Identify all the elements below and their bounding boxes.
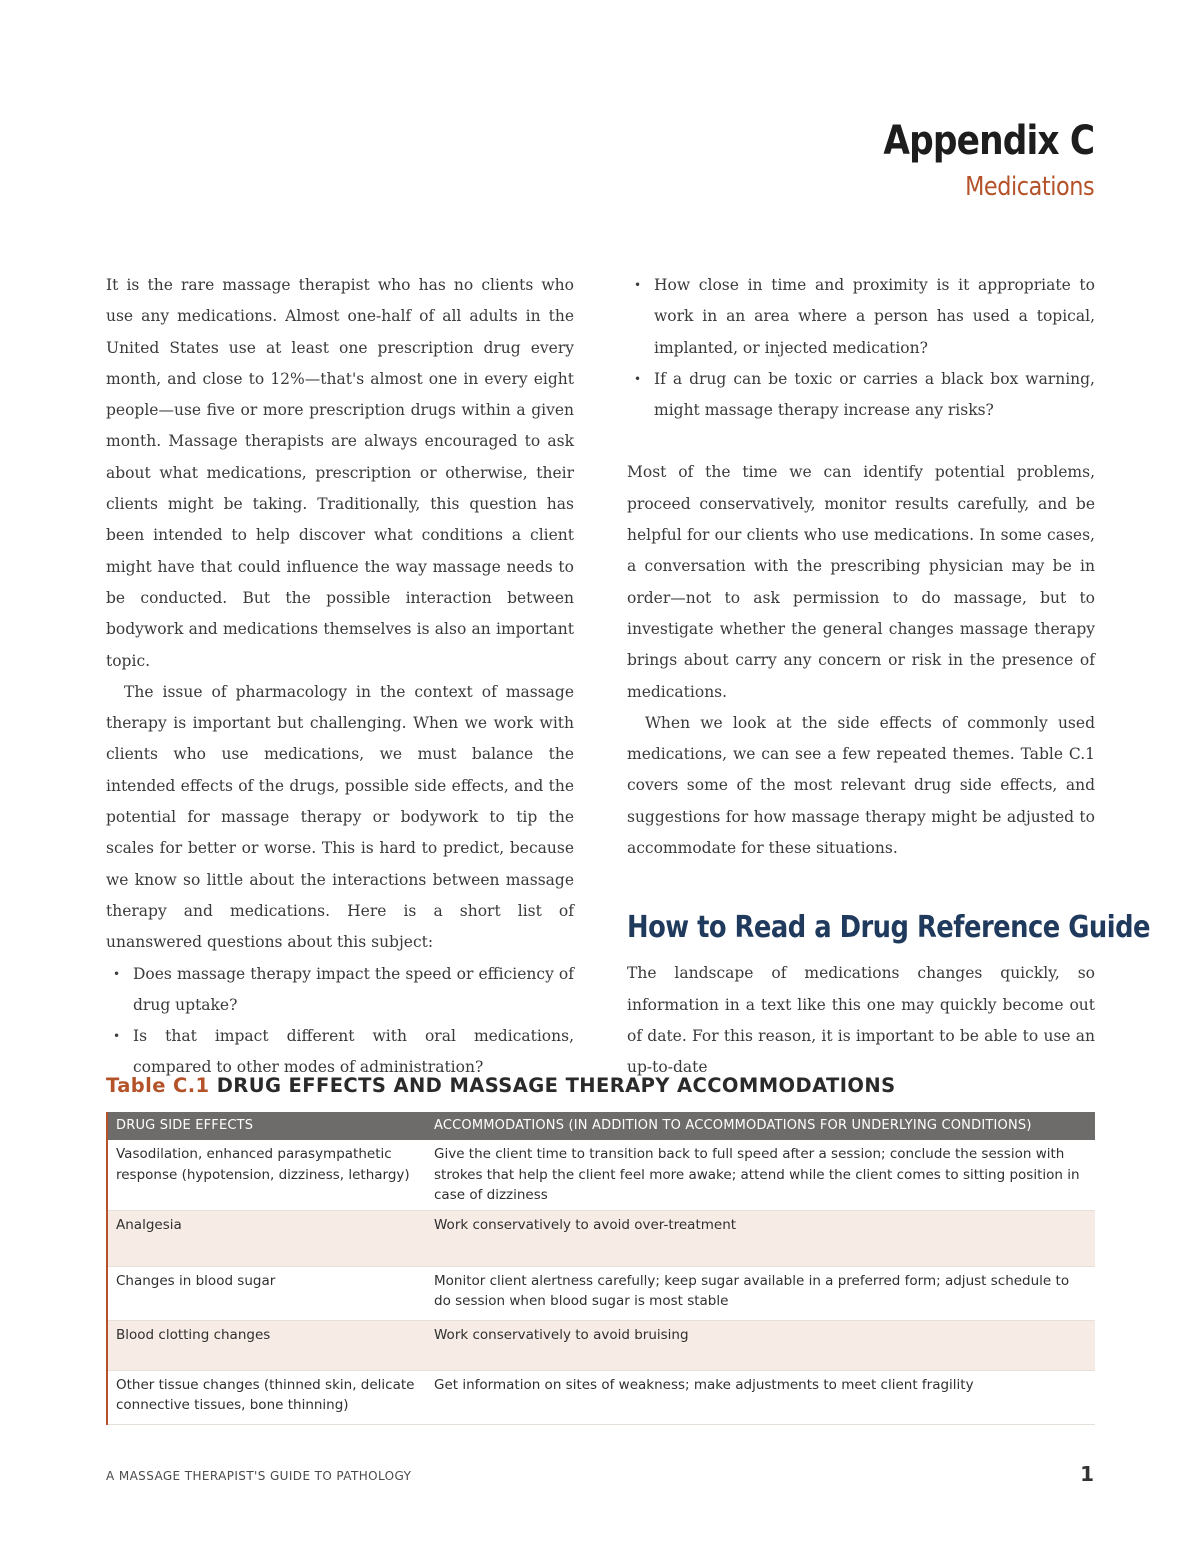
list-item: • If a drug can be toxic or carries a black box warning, might massage therapy increase any risks? (627, 364, 1095, 427)
table-cell: Give the client time to transition back to full speed after a session; conclude the session with strokes that help the client feel more awake; attend while the client comes to sitting position in case of dizziness (426, 1140, 1095, 1210)
page-number: 1 (1080, 1462, 1094, 1486)
table-cell: Analgesia (107, 1210, 426, 1266)
list-item: • How close in time and proximity is it appropriate to work in an area where a person has used a topical, implanted, or injected medication? (627, 270, 1095, 364)
questions-list-left (106, 959, 574, 1084)
table-row (107, 1370, 1095, 1424)
side-effects-paragraph: When we look at the side effects of commonly used medications, we can see a few repeated themes. Table C.1 covers some of the most relevant drug side effects, and suggestions for how massage therapy might be adjusted to accommodate for these situations. (627, 713, 1095, 858)
table-cell: Vasodilation, enhanced parasympathetic response (hypotension, dizziness, lethargy) (107, 1140, 426, 1210)
table-cell: Work conservatively to avoid bruising (426, 1320, 1095, 1370)
section-heading: How to Read a Drug Reference Guide (627, 910, 1151, 946)
intro-paragraph: It is the rare massage therapist who has no clients who use any medications. Almost one-half of all adults in the United States use at least one prescription drug every month, and close to 12%—that's almost one in every eight people—use five or more prescription drugs within a given month. Massage therapists are always encouraged to ask about what medications, prescription or otherwise, their clients might be taking. Traditionally, this question has been intended to help discover what conditions a client might have that could influence the way massage needs to be conducted. But the possible interaction between bodywork and medications themselves is also an important topic. (106, 276, 574, 670)
drug-effects-table (106, 1112, 1095, 1425)
table-cell: Get information on sites of weakness; make adjustments to meet client fragility (426, 1370, 1095, 1424)
table-header-row (107, 1112, 1095, 1140)
page-subtitle: Medications (964, 172, 1094, 202)
landscape-paragraph: The landscape of medications changes quickly, so information in a text like this one may quickly become out of date. For this reason, it is important to be able to use an up-to-date (627, 964, 1095, 1077)
page-title: Appendix C (883, 118, 1094, 164)
table-cell: Monitor client alertness carefully; keep sugar available in a preferred form; adjust schedule to do session when blood sugar is most stable (426, 1266, 1095, 1320)
table-cell: Blood clotting changes (107, 1320, 426, 1370)
footer-book-title: A MASSAGE THERAPIST'S GUIDE TO PATHOLOGY (106, 1469, 412, 1483)
table-label: Table C.1 (106, 1074, 210, 1097)
right-column (627, 270, 1151, 1084)
table-row (107, 1320, 1095, 1370)
left-column (106, 270, 574, 1084)
questions-list-right (627, 270, 1095, 426)
page-header (849, 118, 1094, 202)
list-item: • Does massage therapy impact the speed or efficiency of drug uptake? (106, 959, 574, 1022)
conservative-paragraph: Most of the time we can identify potential problems, proceed conservatively, monitor results carefully, and be helpful for our clients who use medications. In some cases, a conversation with the prescribing physician may be in order—not to ask permission to do massage, but to investigate whether the general changes massage therapy brings about carry any concern or risk in the presence of medications. (627, 463, 1095, 701)
table-row (107, 1140, 1095, 1210)
pharmacology-paragraph: The issue of pharmacology in the context of massage therapy is important but challenging. When we work with clients who use medications, we must balance the intended effects of the drugs, possible side effects, and the potential for massage therapy or bodywork to tip the scales for better or worse. This is hard to predict, because we know so little about the interactions between massage therapy and medications. Here is a short list of unanswered questions about this subject: (106, 682, 574, 952)
table-cell: Changes in blood sugar (107, 1266, 426, 1320)
table-cell: Other tissue changes (thinned skin, delicate connective tissues, bone thinning) (107, 1370, 426, 1424)
table-row (107, 1266, 1095, 1320)
list-item: • Is that impact different with oral medications, compared to other modes of administration? (106, 1021, 574, 1084)
table-cell: Work conservatively to avoid over-treatment (426, 1210, 1095, 1266)
column-header-side-effects: DRUG SIDE EFFECTS (107, 1112, 426, 1140)
column-header-accommodations: ACCOMMODATIONS (IN ADDITION TO ACCOMMODATIONS FOR UNDERLYING CONDITIONS) (426, 1112, 1095, 1140)
table-row (107, 1210, 1095, 1266)
table-caption (106, 1074, 896, 1097)
table-title: DRUG EFFECTS AND MASSAGE THERAPY ACCOMMODATIONS (216, 1074, 896, 1097)
